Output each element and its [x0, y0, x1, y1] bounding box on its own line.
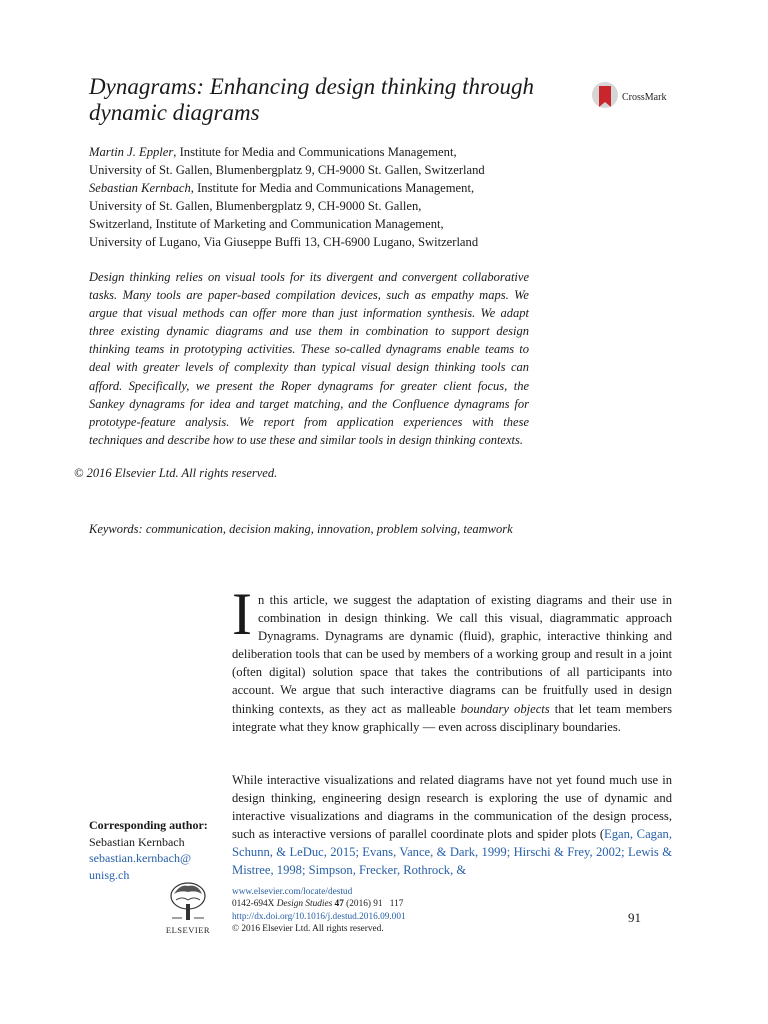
corresponding-heading: Corresponding author:: [89, 818, 208, 832]
keywords: Keywords: communication, decision making, innovation, problem solving, teamwork: [89, 522, 513, 536]
elsevier-wordmark: ELSEVIER: [165, 925, 211, 935]
journal-url[interactable]: www.elsevier.com/locate/destud: [232, 887, 353, 897]
corresponding-email[interactable]: sebastian.kernbach@ unisg.ch: [89, 851, 192, 882]
affiliation-line: Martin J. Eppler, Institute for Media and Communications Management,: [89, 145, 457, 159]
affiliation-line: University of St. Gallen, Blumenbergplatz 9, CH-9000 St. Gallen, Switzerland: [89, 163, 485, 178]
journal-footer: [232, 886, 452, 935]
abstract: Design thinking relies on visual tools for its divergent and convergent collaborative tasks. Many tools are paper-based compilation devices, such as empathy maps. We argue that visual methods can offer more than just information synthesis. We adapt three existing dynamic diagrams and use them in combination to support design thinking teams in prototyping activities. These so-called dynagrams enable teams to deal with greater levels of complexity than typical visual design thinking tools can afford. Specifically, we present the Roper dynagrams for greater client focus, the Sankey dynagrams for idea and target matching, and the Confluence dynagrams for prototype-feature analysis. We report from application experiences with these techniques and describe how to use these and similar tools in design thinking contexts.: [89, 270, 529, 447]
author-affiliations: [89, 143, 559, 252]
body-paragraph-1: In this article, we suggest the adaptation of existing diagrams and their use in combination in design thinking. We call this visual, diagrammatic approach Dynagrams. Dynagrams are dynamic (fluid), graphic, interactive thinking and deliberation tools that can be used by members of a working group and result in a joint (often digital) solution space that takes the contributions of all participants into account. We argue that such interactive diagrams can be fruitfully used in design thinking contexts, as they act as malleable boundary objects that let team members integrate what they know graphically — even across disciplinary boundaries.: [232, 581, 673, 734]
elsevier-tree-icon: [168, 880, 208, 922]
crossmark-label: CrossMark: [622, 92, 667, 103]
page-number: 91: [628, 910, 641, 925]
doi-link[interactable]: http://dx.doi.org/10.1016/j.destud.2016.09.001: [232, 911, 406, 922]
affiliation-line: University of Lugano, Via Giuseppe Buffi 13, CH-6900 Lugano, Switzerland: [89, 235, 479, 250]
affiliation-line: Sebastian Kernbach, Institute for Media and Communications Management,: [89, 181, 475, 196]
drop-cap: I: [232, 581, 252, 647]
crossmark-badge[interactable]: [592, 82, 682, 112]
body-paragraph-2: While interactive visualizations and related diagrams have not yet found much use in design thinking, engineering design research is exploring the use of dynamic and interactive visualizations and diagrams in the communication of the design process, such as interactive versions of parallel coordinate plots and spider plots (Egan, Cagan, Schunn, & LeDuc, 2015; Evans, Vance, & Dark, 1999; Hirschi & Frey, 2002; Lewis & Mistree, 1998; Simpson, Frecker, Rothrock, &: [232, 773, 672, 878]
citation-links[interactable]: Egan, Cagan, Schunn, & LeDuc, 2015; Evans, Vance, & Dark, 1999; Hirschi & Frey, 2002; Lewis & Mistree, 1998; Simpson, Frecker, Rothrock, &: [232, 827, 672, 878]
crossmark-icon: [592, 82, 618, 108]
footer-copyright: © 2016 Elsevier Ltd. All rights reserved.: [232, 923, 384, 934]
elsevier-logo: [163, 880, 213, 938]
affiliation-line: Switzerland, Institute of Marketing and Communication Management,: [89, 217, 444, 232]
affiliation-line: University of St. Gallen, Blumenbergplatz 9, CH-9000 St. Gallen,: [89, 199, 422, 214]
journal-citation: 0142-694X Design Studies 47 (2016) 91 117: [232, 899, 404, 910]
abstract-copyright: © 2016 Elsevier Ltd. All rights reserved.: [74, 466, 278, 480]
article-title: Dynagrams: Enhancing design thinking through dynamic diagrams: [89, 74, 535, 125]
corresponding-name: Sebastian Kernbach: [89, 834, 185, 849]
corresponding-author: [89, 817, 219, 883]
